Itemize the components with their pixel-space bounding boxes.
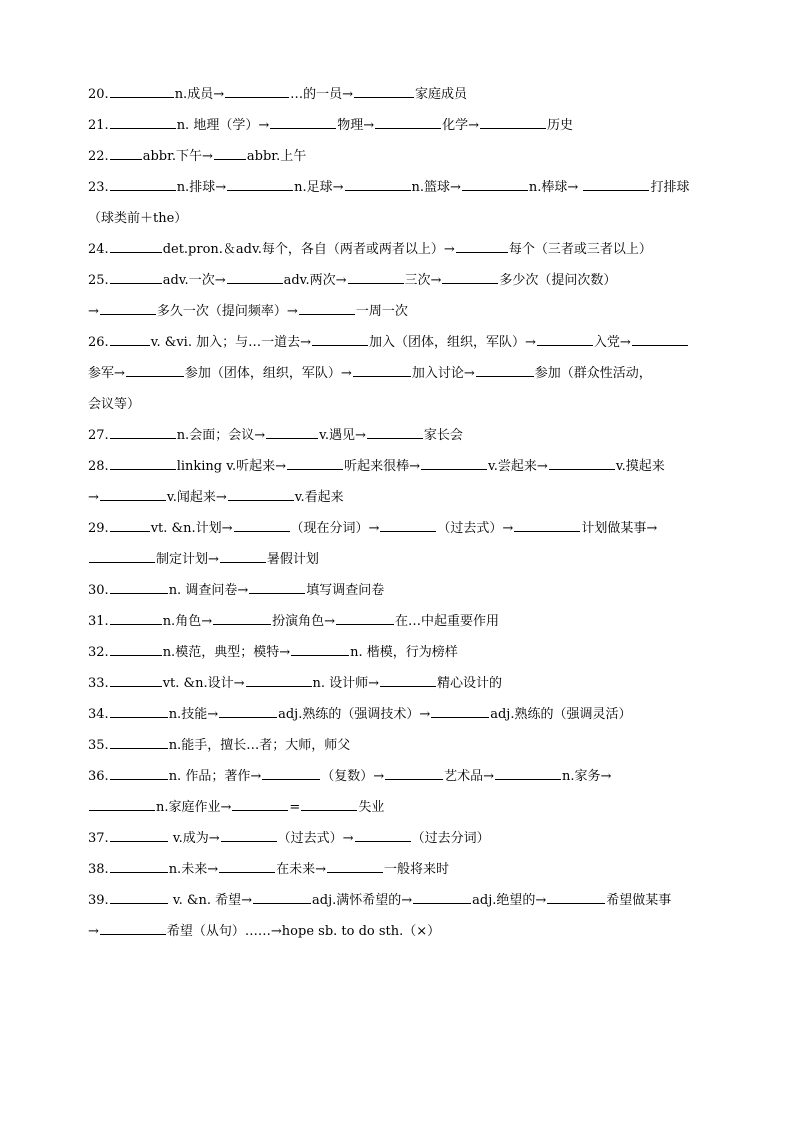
answer-blank[interactable]: [126, 363, 184, 377]
prompt-text: n.篮球→: [411, 180, 461, 195]
answer-blank[interactable]: [213, 611, 271, 625]
prompt-text: 30.: [88, 583, 109, 598]
answer-blank[interactable]: [110, 84, 174, 98]
answer-blank[interactable]: [110, 828, 168, 842]
prompt-text: …的一员→: [290, 87, 353, 102]
worksheet-line: [88, 203, 710, 234]
answer-blank[interactable]: [266, 425, 318, 439]
prompt-text: 21.: [88, 118, 109, 133]
prompt-text: 39.: [88, 893, 109, 908]
prompt-text: n.家庭作业→: [156, 800, 232, 815]
prompt-text: n. 楷模，行为榜样: [350, 645, 458, 660]
answer-blank[interactable]: [348, 270, 404, 284]
worksheet-line: [88, 358, 710, 389]
prompt-text: 35.: [88, 738, 109, 753]
prompt-text: 物理→: [337, 118, 375, 133]
answer-blank[interactable]: [345, 177, 411, 191]
prompt-text: 精心设计的: [437, 676, 503, 691]
worksheet-line: [88, 482, 710, 513]
prompt-text: n.排球→: [176, 180, 227, 195]
answer-blank[interactable]: [476, 363, 534, 377]
prompt-text: n.家务→: [562, 769, 612, 784]
prompt-text: adj.熟练的（强调灵活）: [490, 707, 632, 722]
worksheet-line: [88, 327, 710, 358]
prompt-text: 扮演角色→: [272, 614, 335, 629]
answer-blank[interactable]: [110, 890, 168, 904]
answer-blank[interactable]: [456, 239, 508, 253]
prompt-text: 加入（团体，组织，军队）→: [369, 335, 536, 350]
prompt-text: v.遇见→: [319, 428, 366, 443]
answer-blank[interactable]: [219, 859, 275, 873]
prompt-text: 34.: [88, 707, 109, 722]
prompt-text: 29.: [88, 521, 109, 536]
answer-blank[interactable]: [380, 518, 436, 532]
answer-blank[interactable]: [110, 115, 176, 129]
prompt-text: n.角色→: [162, 614, 213, 629]
prompt-text: 参军→: [88, 366, 125, 381]
prompt-text: 23.: [88, 180, 109, 195]
prompt-text: 33.: [88, 676, 109, 691]
answer-blank[interactable]: [547, 890, 605, 904]
answer-blank[interactable]: [355, 828, 411, 842]
prompt-text: adv.一次→: [162, 273, 226, 288]
prompt-text: v.看起来: [294, 490, 344, 505]
prompt-text: 27.: [88, 428, 109, 443]
prompt-text: 20.: [88, 87, 109, 102]
answer-blank[interactable]: [100, 301, 156, 315]
answer-blank[interactable]: [228, 487, 294, 501]
prompt-text: 计划做某事→: [581, 521, 658, 536]
worksheet-line: [88, 699, 710, 730]
prompt-text: 25.: [88, 273, 109, 288]
answer-blank[interactable]: [219, 704, 277, 718]
prompt-text: 会议等）: [88, 397, 141, 412]
worksheet-line: [88, 172, 710, 203]
answer-blank[interactable]: [262, 766, 320, 780]
prompt-text: adv.两次→: [283, 273, 347, 288]
answer-blank[interactable]: [549, 456, 615, 470]
prompt-text: n.能手，擅长…者；大师，师父: [168, 738, 351, 753]
answer-blank[interactable]: [421, 456, 487, 470]
worksheet-line: [88, 792, 710, 823]
prompt-text: →: [88, 924, 99, 939]
answer-blank[interactable]: [353, 363, 411, 377]
answer-blank[interactable]: [214, 146, 246, 160]
prompt-text: n. 调查问卷→: [168, 583, 249, 598]
answer-blank[interactable]: [336, 611, 394, 625]
worksheet-line: [88, 389, 710, 420]
answer-blank[interactable]: [110, 425, 176, 439]
answer-blank[interactable]: [632, 332, 688, 346]
answer-blank[interactable]: [227, 177, 293, 191]
answer-blank[interactable]: [110, 611, 162, 625]
prompt-text: linking v.听起来→: [176, 459, 287, 474]
answer-blank[interactable]: [232, 797, 288, 811]
answer-blank[interactable]: [110, 146, 142, 160]
prompt-text: 31.: [88, 614, 109, 629]
answer-blank[interactable]: [537, 332, 593, 346]
worksheet-line: [88, 265, 710, 296]
prompt-text: 一般将来时: [384, 862, 450, 877]
worksheet-line: [88, 544, 710, 575]
answer-blank[interactable]: [100, 487, 166, 501]
worksheet-line: [88, 79, 710, 110]
prompt-text: n.未来→: [168, 862, 219, 877]
prompt-text: n.成员→: [174, 87, 225, 102]
answer-blank[interactable]: [442, 270, 498, 284]
prompt-text: v. &n. 希望→: [168, 893, 252, 908]
prompt-text: （复数）→: [321, 769, 385, 784]
prompt-text: 多少次（提问次数）: [499, 273, 617, 288]
prompt-text: =: [289, 800, 301, 815]
prompt-text: 入党→: [593, 335, 631, 350]
answer-blank[interactable]: [413, 890, 471, 904]
prompt-text: 加入讨论→: [411, 366, 475, 381]
prompt-text: 打排球: [650, 180, 690, 195]
worksheet-line: [88, 730, 710, 761]
prompt-text: adj.熟练的（强调技术）→: [278, 707, 431, 722]
prompt-text: 28.: [88, 459, 109, 474]
answer-blank[interactable]: [110, 673, 162, 687]
prompt-text: adj.绝望的→: [472, 893, 547, 908]
answer-blank[interactable]: [100, 921, 166, 935]
answer-blank[interactable]: [110, 177, 176, 191]
prompt-text: 历史: [547, 118, 574, 133]
answer-blank[interactable]: [495, 766, 561, 780]
answer-blank[interactable]: [221, 828, 277, 842]
answer-blank[interactable]: [327, 859, 383, 873]
answer-blank[interactable]: [89, 549, 155, 563]
prompt-text: 在未来→: [276, 862, 326, 877]
prompt-text: vt. &n.设计→: [162, 676, 245, 691]
prompt-text: 参加（团体，组织，军队）→: [184, 366, 352, 381]
answer-blank[interactable]: [220, 549, 266, 563]
prompt-text: n.技能→: [168, 707, 219, 722]
answer-blank[interactable]: [110, 270, 162, 284]
answer-blank[interactable]: [249, 580, 305, 594]
answer-blank[interactable]: [367, 425, 423, 439]
prompt-text: 37.: [88, 831, 109, 846]
prompt-text: det.pron.＆adv.每个，各自（两者或两者以上）→: [162, 242, 455, 257]
answer-blank[interactable]: [110, 518, 150, 532]
prompt-text: 希望做某事: [606, 893, 672, 908]
prompt-text: 希望（从句）……→hope sb. to do sth.（×）: [166, 924, 441, 939]
prompt-text: 填写调查问卷: [306, 583, 385, 598]
prompt-text: 26.: [88, 335, 109, 350]
prompt-text: n. 地理（学）→: [176, 118, 270, 133]
worksheet-line: [88, 110, 710, 141]
answer-blank[interactable]: [227, 270, 283, 284]
answer-blank[interactable]: [312, 332, 368, 346]
answer-blank[interactable]: [375, 115, 441, 129]
answer-blank[interactable]: [291, 642, 349, 656]
answer-blank[interactable]: [234, 518, 290, 532]
answer-blank[interactable]: [110, 580, 168, 594]
answer-blank[interactable]: [287, 456, 343, 470]
prompt-text: →: [88, 304, 99, 319]
prompt-text: 艺术品→: [444, 769, 495, 784]
prompt-text: 一周一次: [355, 304, 408, 319]
prompt-text: abbr.上午: [246, 149, 307, 164]
prompt-text: （现在分词）→: [290, 521, 380, 536]
worksheet-line: [88, 296, 710, 327]
answer-blank[interactable]: [270, 115, 336, 129]
prompt-text: 失业: [358, 800, 385, 815]
prompt-text: n.棒球→: [528, 180, 583, 195]
worksheet-line: [88, 234, 710, 265]
answer-blank[interactable]: [253, 890, 311, 904]
answer-blank[interactable]: [299, 301, 355, 315]
answer-blank[interactable]: [110, 642, 162, 656]
worksheet-line: [88, 513, 710, 544]
prompt-text: 家庭成员: [415, 87, 468, 102]
answer-blank[interactable]: [514, 518, 580, 532]
prompt-text: （球类前＋the）: [88, 211, 188, 226]
prompt-text: 在…中起重要作用: [395, 614, 500, 629]
prompt-text: n. 设计师→: [312, 676, 380, 691]
worksheet-line: [88, 916, 710, 947]
answer-blank[interactable]: [110, 859, 168, 873]
worksheet-line: [88, 761, 710, 792]
prompt-text: n.模范，典型；模特→: [162, 645, 291, 660]
prompt-text: 化学→: [442, 118, 480, 133]
prompt-text: v. &vi. 加入；与…一道去→: [150, 335, 311, 350]
prompt-text: abbr.下午→: [142, 149, 213, 164]
prompt-text: 32.: [88, 645, 109, 660]
prompt-text: n.足球→: [294, 180, 344, 195]
answer-blank[interactable]: [385, 766, 443, 780]
prompt-text: v.闻起来→: [166, 490, 227, 505]
prompt-text: →: [88, 490, 99, 505]
worksheet-line: [88, 451, 710, 482]
prompt-text: （过去式）→: [277, 831, 354, 846]
prompt-text: 参加（群众性活动，: [534, 366, 652, 381]
prompt-text: vt. &n.计划→: [150, 521, 233, 536]
worksheet-line: [88, 637, 710, 668]
prompt-text: 制定计划→: [156, 552, 219, 567]
worksheet-line: [88, 885, 710, 916]
answer-blank[interactable]: [110, 456, 176, 470]
prompt-text: 每个（三者或三者以上）: [508, 242, 652, 257]
answer-blank[interactable]: [110, 239, 162, 253]
prompt-text: （过去分词）: [411, 831, 490, 846]
answer-blank[interactable]: [354, 84, 414, 98]
answer-blank[interactable]: [301, 797, 357, 811]
answer-blank[interactable]: [480, 115, 546, 129]
worksheet-line: [88, 854, 710, 885]
answer-blank[interactable]: [380, 673, 436, 687]
worksheet-line: [88, 668, 710, 699]
worksheet-line: [88, 575, 710, 606]
answer-blank[interactable]: [225, 84, 289, 98]
answer-blank[interactable]: [89, 797, 155, 811]
worksheet-line: [88, 823, 710, 854]
answer-blank[interactable]: [431, 704, 489, 718]
answer-blank[interactable]: [246, 673, 312, 687]
prompt-text: n.会面；会议→: [176, 428, 266, 443]
answer-blank[interactable]: [110, 332, 150, 346]
worksheet-line: [88, 420, 710, 451]
answer-blank[interactable]: [462, 177, 528, 191]
prompt-text: 22.: [88, 149, 109, 164]
answer-blank[interactable]: [583, 177, 649, 191]
prompt-text: 听起来很棒→: [344, 459, 420, 474]
worksheet-line: [88, 141, 710, 172]
worksheet: [88, 79, 710, 947]
answer-blank[interactable]: [110, 735, 168, 749]
prompt-text: 暑假计划: [266, 552, 319, 567]
prompt-text: 38.: [88, 862, 109, 877]
prompt-text: 24.: [88, 242, 109, 257]
prompt-text: 三次→: [404, 273, 442, 288]
answer-blank[interactable]: [110, 766, 168, 780]
prompt-text: v.摸起来: [615, 459, 665, 474]
worksheet-line: [88, 606, 710, 637]
answer-blank[interactable]: [110, 704, 168, 718]
prompt-text: v.尝起来→: [487, 459, 548, 474]
prompt-text: （过去式）→: [437, 521, 514, 536]
prompt-text: v.成为→: [168, 831, 220, 846]
prompt-text: 多久一次（提问频率）→: [156, 304, 298, 319]
prompt-text: adj.满怀希望的→: [312, 893, 413, 908]
prompt-text: n. 作品；著作→: [168, 769, 262, 784]
prompt-text: 家长会: [423, 428, 463, 443]
prompt-text: 36.: [88, 769, 109, 784]
